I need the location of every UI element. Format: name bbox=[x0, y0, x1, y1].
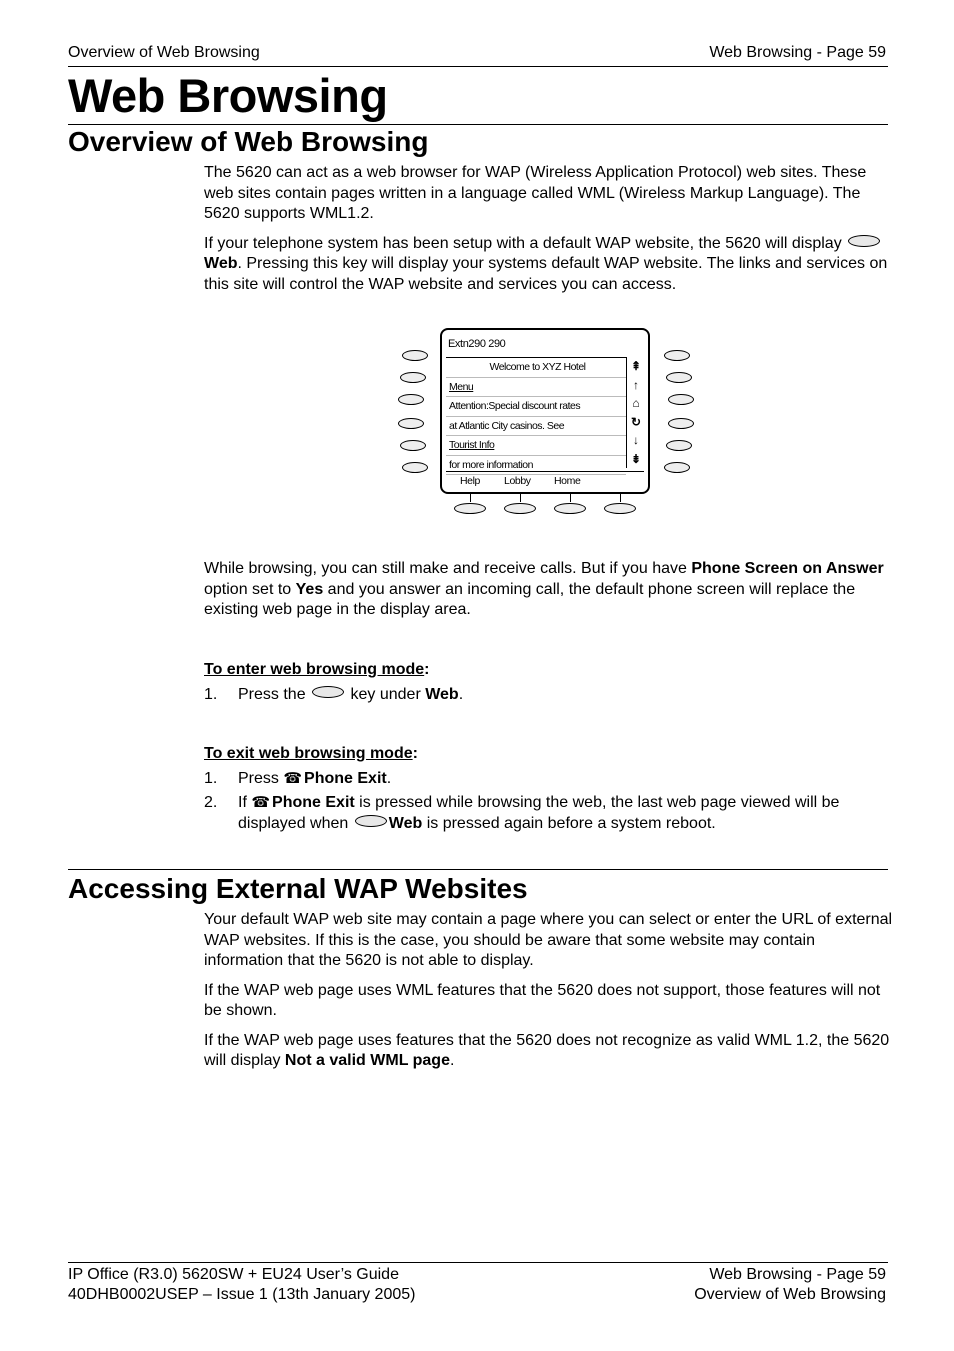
external-paragraph-1: Your default WAP web site may contain a page where you can select or enter the URL of external WAP websites. If this is the case, you should be aware that some website may contain information that the 5620 is not able to display. bbox=[204, 911, 893, 969]
enter-step-1: 1. Press the key under Web. bbox=[204, 685, 464, 703]
softkey-bar bbox=[446, 471, 644, 492]
header-left: Overview of Web Browsing bbox=[68, 44, 260, 61]
side-key bbox=[668, 394, 694, 405]
section-heading-external: Accessing External WAP Websites bbox=[68, 873, 528, 904]
side-key bbox=[398, 394, 424, 405]
bottom-key bbox=[504, 503, 536, 514]
screen-row: Tourist Info bbox=[446, 436, 626, 456]
arrow-down-icon: ↓ bbox=[633, 433, 639, 447]
bottom-key bbox=[554, 503, 586, 514]
phone-icon: ☎ bbox=[251, 794, 271, 811]
overview-paragraph-2: If your telephone system has been setup with a default WAP website, the 5620 will display Web. Pressing this key will display your systems default WAP website. The links and services on this site will control the WAP website and services you can access. bbox=[204, 234, 888, 293]
page-footer bbox=[68, 1262, 888, 1303]
screen-row: at Atlantic City casinos. See bbox=[446, 417, 626, 437]
exit-mode-heading: To exit web browsing mode bbox=[204, 745, 413, 762]
key-icon bbox=[848, 235, 880, 247]
exit-step-2: 2. If ☎ Phone Exit is pressed while browsing the web, the last web page viewed will be displayed when Web is pressed again before a system reboot. bbox=[204, 794, 840, 832]
browsing-calls-paragraph: While browsing, you can still make and receive calls. But if you have Phone Screen on Answer option set to Yes and you answer an incoming call, the default phone screen will replace the existing web page in the display area. bbox=[204, 560, 884, 618]
refresh-icon: ↻ bbox=[630, 414, 642, 429]
browsing-calls-body bbox=[204, 559, 894, 630]
page-up-icon: ⇞ bbox=[630, 359, 642, 373]
section-divider bbox=[68, 869, 888, 870]
side-key bbox=[402, 350, 428, 361]
enter-mode-section: To enter web browsing mode: 1. Press the key under Web. bbox=[204, 660, 894, 709]
page-title: Web Browsing bbox=[68, 68, 888, 125]
exit-mode-section: To exit web browsing mode: 1. Press ☎ Phone Exit. 2. If ☎ Phone Exit is pressed while browsing the web, the last web page viewed will be displayed when Web is pressed again before a system reboot. bbox=[204, 744, 894, 838]
side-key bbox=[666, 372, 692, 383]
external-body bbox=[204, 910, 894, 1081]
phone-icon: ☎ bbox=[283, 769, 303, 787]
side-key bbox=[400, 372, 426, 383]
footer-left-2: 40DHB0002USEP – Issue 1 (13th January 2005) bbox=[68, 1286, 416, 1303]
side-key bbox=[398, 418, 424, 429]
screen-row: Attention:Special discount rates bbox=[446, 397, 626, 417]
external-paragraph-2: If the WAP web page uses WML features that the 5620 does not support, those features will not be shown. bbox=[204, 981, 881, 1019]
key-icon bbox=[312, 686, 344, 698]
page-down-icon: ⇟ bbox=[630, 451, 642, 466]
exit-step-1: 1. Press ☎ Phone Exit. bbox=[204, 769, 392, 787]
bottom-key bbox=[454, 503, 486, 514]
screen-row: for more information bbox=[446, 456, 626, 476]
footer-right-1: Web Browsing - Page 59 bbox=[709, 1266, 886, 1283]
screen-row: Menu bbox=[446, 378, 626, 398]
softkey-home: Home bbox=[554, 475, 581, 487]
page-header bbox=[68, 44, 888, 67]
side-key bbox=[402, 462, 428, 473]
softkey-lobby: Lobby bbox=[504, 475, 531, 487]
side-key bbox=[664, 350, 690, 361]
side-key bbox=[400, 440, 426, 451]
footer-right-2: Overview of Web Browsing bbox=[694, 1286, 886, 1303]
home-icon: ⌂ bbox=[632, 396, 640, 410]
phone-screen bbox=[440, 328, 650, 494]
screen-title: Extn290 290 bbox=[448, 338, 506, 350]
side-key bbox=[664, 462, 690, 473]
external-paragraph-3: If the WAP web page uses features that the 5620 does not recognize as valid WML 1.2, the 5620 will display Not a valid WML page. bbox=[204, 1031, 890, 1069]
side-key bbox=[668, 418, 694, 429]
bottom-key bbox=[604, 503, 636, 514]
screen-rows bbox=[446, 357, 626, 475]
softkey-help: Help bbox=[460, 475, 480, 487]
header-right: Web Browsing - Page 59 bbox=[709, 44, 886, 61]
side-key bbox=[666, 440, 692, 451]
arrow-up-icon: ↑ bbox=[633, 377, 639, 392]
arrow-icons bbox=[626, 357, 645, 468]
phone-display-figure bbox=[398, 326, 694, 520]
footer-left-1: IP Office (R3.0) 5620SW + EU24 User’s Guide bbox=[68, 1266, 399, 1283]
key-icon bbox=[355, 815, 387, 827]
section-heading-overview: Overview of Web Browsing bbox=[68, 126, 429, 157]
overview-body bbox=[204, 163, 894, 304]
overview-paragraph-1: The 5620 can act as a web browser for WAP (Wireless Application Protocol) web sites. These web sites contain pages written in a language called WML (Wireless Markup Language). The 5620 supports WML1.2. bbox=[204, 164, 867, 222]
enter-mode-heading: To enter web browsing mode bbox=[204, 661, 425, 678]
screen-row: Welcome to XYZ Hotel bbox=[446, 358, 626, 378]
